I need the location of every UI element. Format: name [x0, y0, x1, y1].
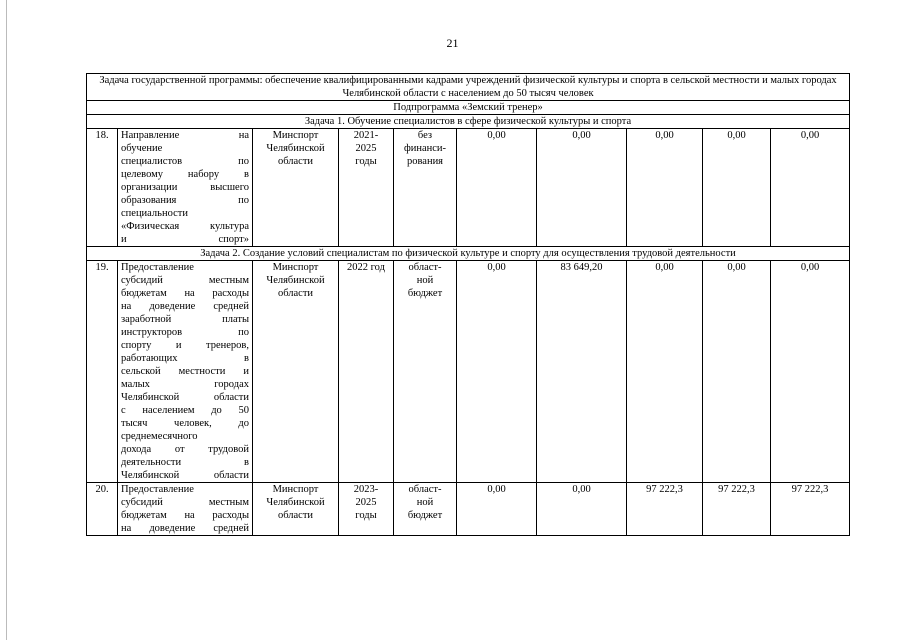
activity-name-line: сельской местности и	[121, 366, 249, 377]
task1-title: Задача 1. Обучение специалистов в сфере физической культуры и спорта	[87, 115, 850, 129]
amount-cell: 0,00	[703, 129, 771, 247]
activity-name-line: специалистов по	[121, 156, 249, 167]
funding-source-line: област-	[408, 484, 442, 495]
executor-line: области	[277, 156, 314, 167]
funding-source-line: рования	[406, 156, 444, 167]
executor-line: Челябинской	[266, 143, 325, 154]
amount-cell: 97 222,3	[771, 483, 850, 536]
amount-cell: 83 649,20	[537, 261, 627, 483]
activity-name-line: на доведение средней	[121, 301, 249, 312]
amount-cell: 0,00	[627, 129, 703, 247]
period-line: годы	[355, 510, 377, 521]
amount-cell: 0,00	[537, 129, 627, 247]
activity-name-line: и спорт»	[121, 234, 249, 245]
activity-name-line: инструкторов по	[121, 327, 249, 338]
activity-name-line: субсидий местным	[121, 275, 249, 286]
amount-cell: 97 222,3	[703, 483, 771, 536]
period-line: 2025	[355, 497, 377, 508]
activity-name-line: обучение	[121, 143, 163, 154]
row-number: 20.	[87, 483, 118, 536]
amount-cell: 0,00	[457, 261, 537, 483]
activity-name-line: на доведение средней	[121, 523, 249, 534]
page-number: 21	[446, 36, 459, 50]
header-task: Задача государственной программы: обеспечение квалифицированными кадрами учреждений физической культуры и спорта в сельской местности и малых городах Челябинской области с населением до 50 тысяч человек	[87, 74, 850, 101]
activity-name-line: Предоставление	[121, 484, 194, 495]
activity-name	[118, 483, 253, 536]
row-number: 19.	[87, 261, 118, 483]
amount-cell: 0,00	[771, 261, 850, 483]
program-table	[86, 73, 850, 536]
funding-source-line: ной	[416, 275, 434, 286]
activity-name-line: Направление на	[121, 130, 249, 141]
executor-line: Челябинской	[266, 275, 325, 286]
activity-name-line: Челябинской области	[121, 392, 249, 403]
funding-source	[394, 261, 457, 483]
task2-title: Задача 2. Создание условий специалистам по физической культуре и спорту для осуществления трудовой деятельности	[87, 247, 850, 261]
activity-name-line: с населением до 50	[121, 405, 249, 416]
period-line: 2021-	[353, 130, 379, 141]
executor	[253, 483, 339, 536]
period	[339, 129, 394, 247]
period	[339, 483, 394, 536]
activity-name-line: Предоставление	[121, 262, 194, 273]
amount-cell: 0,00	[627, 261, 703, 483]
amount-cell: 0,00	[703, 261, 771, 483]
funding-source-line: ной	[416, 497, 434, 508]
amount-cell: 97 222,3	[627, 483, 703, 536]
funding-source-line: финанси-	[403, 143, 447, 154]
subprogram-row	[87, 101, 850, 115]
task1-row	[87, 115, 850, 129]
period-line: годы	[355, 156, 377, 167]
activity-name	[118, 129, 253, 247]
activity-name-line: специальности	[121, 208, 188, 219]
amount-cell: 0,00	[457, 483, 537, 536]
activity-name-line: бюджетам на расходы	[121, 288, 249, 299]
executor	[253, 261, 339, 483]
activity-name-line: дохода от трудовой	[121, 444, 249, 455]
activity-name-line: тысяч человек, до	[121, 418, 249, 429]
table-row	[87, 261, 850, 483]
activity-name-line: среднемесячного	[121, 431, 198, 442]
period-line: 2022 год	[347, 262, 385, 273]
activity-name	[118, 261, 253, 483]
scan-edge-line	[6, 0, 7, 640]
subprogram-title: Подпрограмма «Земский тренер»	[87, 101, 850, 115]
activity-name-line: заработной платы	[121, 314, 249, 325]
activity-name-line: организации высшего	[121, 182, 249, 193]
amount-cell: 0,00	[537, 483, 627, 536]
funding-source	[394, 129, 457, 247]
table-row	[87, 129, 850, 247]
funding-source	[394, 483, 457, 536]
period	[339, 261, 394, 483]
activity-name-line: работающих в	[121, 353, 249, 364]
executor-line: Минспорт	[272, 484, 319, 495]
activity-name-line: бюджетам на расходы	[121, 510, 249, 521]
funding-source-line: бюджет	[407, 288, 443, 299]
period-line: 2023-	[353, 484, 379, 495]
activity-name-line: спорту и тренеров,	[121, 340, 249, 351]
executor-line: Минспорт	[272, 130, 319, 141]
executor-line: области	[277, 288, 314, 299]
activity-name-line: Челябинской области	[121, 470, 249, 481]
activity-name-line: малых городах	[121, 379, 249, 390]
executor-line: Челябинской	[266, 497, 325, 508]
funding-source-line: без	[417, 130, 433, 141]
activity-name-line: деятельности в	[121, 457, 249, 468]
header-task-row	[87, 74, 850, 101]
activity-name-line: «Физическая культура	[121, 221, 249, 232]
period-line: 2025	[355, 143, 377, 154]
row-number: 18.	[87, 129, 118, 247]
funding-source-line: бюджет	[407, 510, 443, 521]
executor-line: области	[277, 510, 314, 521]
activity-name-line: субсидий местным	[121, 497, 249, 508]
amount-cell: 0,00	[771, 129, 850, 247]
task2-row	[87, 247, 850, 261]
executor	[253, 129, 339, 247]
funding-source-line: област-	[408, 262, 442, 273]
activity-name-line: целевому набору в	[121, 169, 249, 180]
activity-name-line: образования по	[121, 195, 249, 206]
amount-cell: 0,00	[457, 129, 537, 247]
executor-line: Минспорт	[272, 262, 319, 273]
table-row	[87, 483, 850, 536]
